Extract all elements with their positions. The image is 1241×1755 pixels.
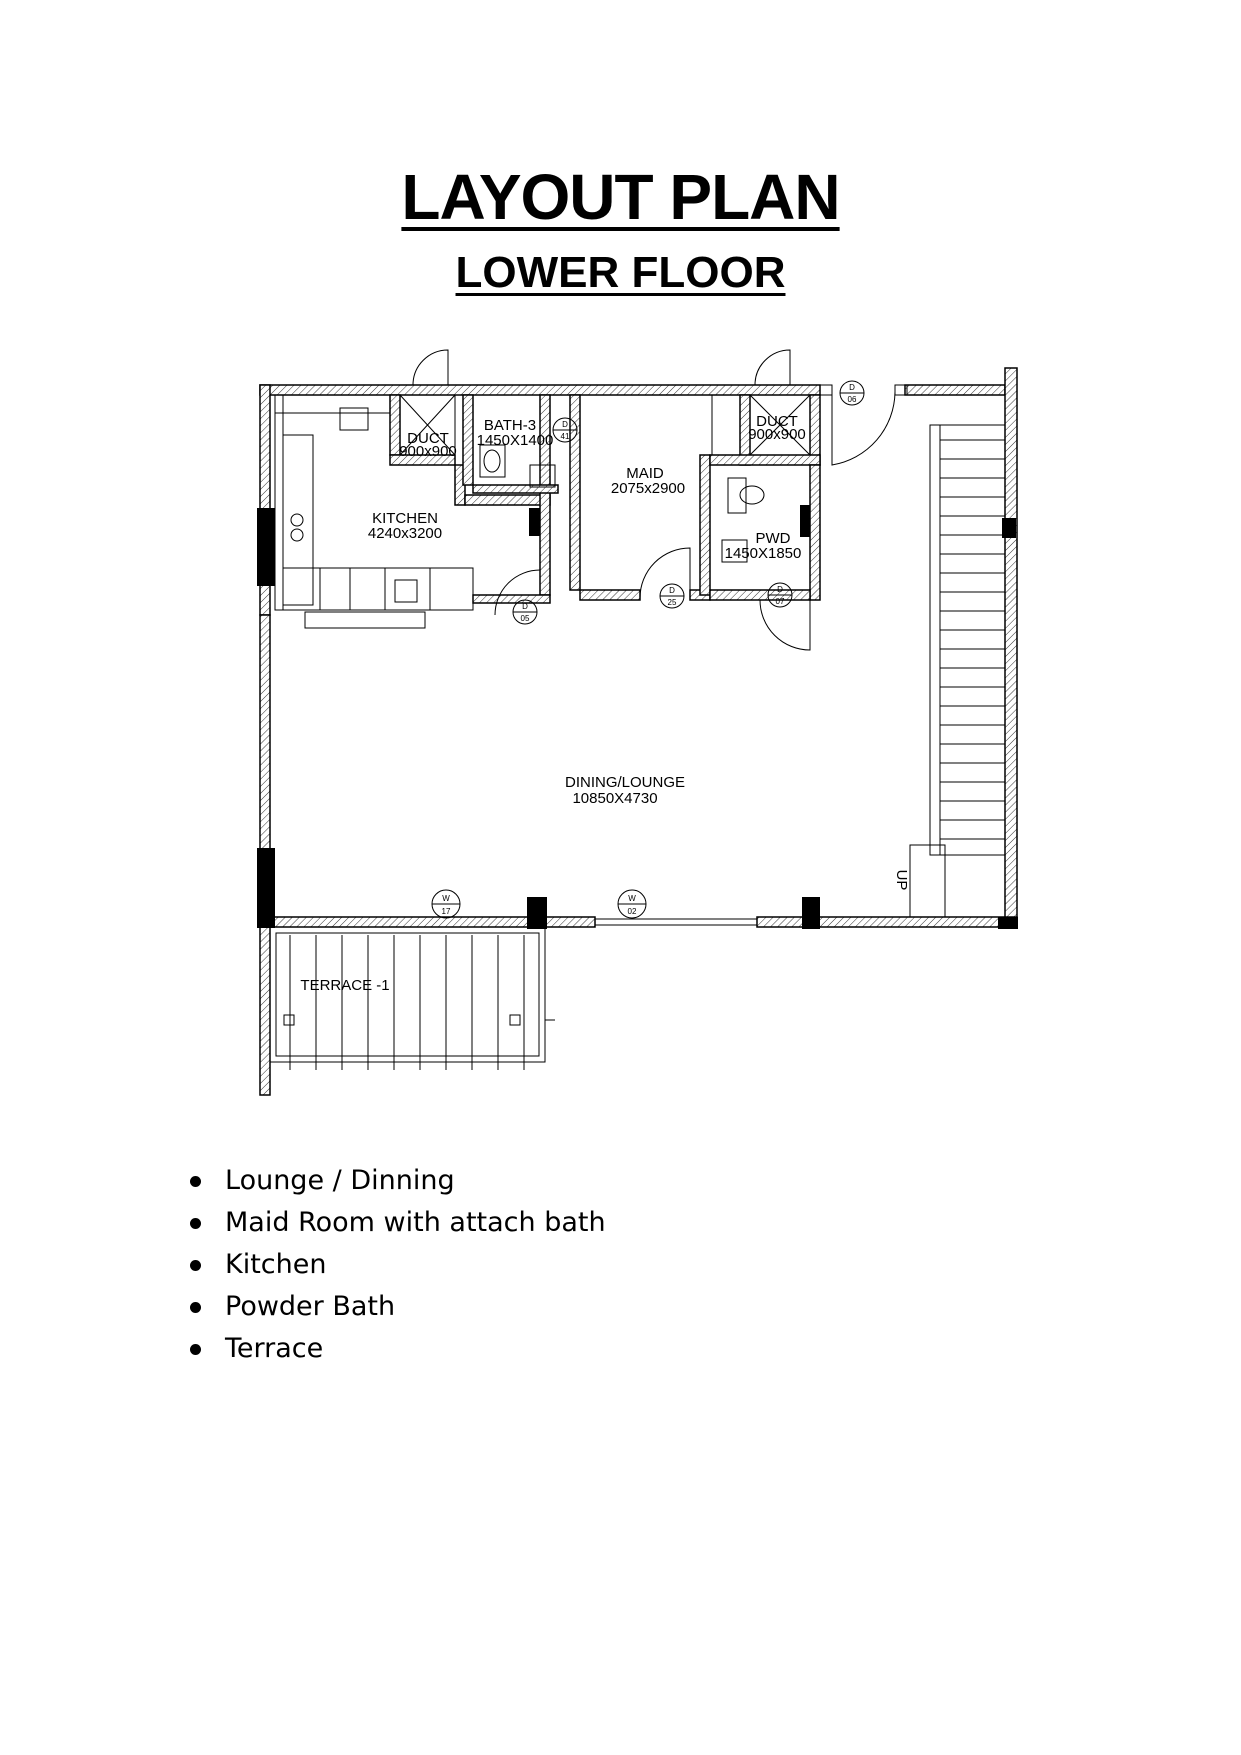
staircase — [893, 425, 1005, 917]
tag-d07 — [768, 583, 792, 607]
tag-d06 — [840, 381, 864, 405]
svg-text:D: D — [562, 420, 568, 429]
bullet-icon — [190, 1218, 201, 1229]
powder-room — [710, 465, 820, 650]
svg-text:02: 02 — [627, 907, 637, 916]
duct-1 — [399, 350, 457, 460]
kitchen-size: 4240x3200 — [367, 525, 443, 542]
tag-w17 — [432, 890, 460, 918]
bullet-icon — [190, 1260, 201, 1271]
duct-1-size: 900x900 — [399, 443, 457, 460]
feature-text: Powder Bath — [225, 1291, 396, 1322]
columns — [257, 505, 1018, 929]
maid-size: 2075x2900 — [610, 480, 686, 497]
duct-2-label: DUCT — [756, 413, 798, 430]
terrace-label: TERRACE -1 — [300, 977, 390, 994]
bath-3-size: 1450X1400 — [476, 432, 554, 449]
svg-text:D: D — [522, 602, 528, 611]
svg-text:06: 06 — [847, 395, 857, 404]
svg-text:W: W — [628, 894, 636, 903]
svg-text:D: D — [849, 383, 855, 392]
tag-d41 — [553, 418, 577, 442]
svg-text:41: 41 — [560, 432, 570, 441]
terrace — [270, 927, 555, 1070]
feature-text: Terrace — [225, 1333, 324, 1364]
feature-text: Kitchen — [225, 1249, 327, 1280]
duct-1-label: DUCT — [407, 430, 449, 447]
tag-d25 — [660, 584, 684, 608]
page-title-text: LAYOUT PLAN — [401, 161, 840, 233]
pwd-size: 1450X1850 — [724, 545, 802, 562]
duct-2 — [710, 350, 820, 465]
bottom-wall-left — [270, 917, 530, 927]
top-wall-right — [905, 385, 1005, 395]
maid-room — [570, 395, 712, 600]
bath-3-label: BATH-3 — [483, 417, 537, 434]
bullet-icon — [190, 1302, 201, 1313]
feature-item — [185, 1286, 606, 1328]
duct-2-size: 900x900 — [748, 426, 806, 443]
svg-text:D: D — [777, 585, 783, 594]
page-subtitle-text: LOWER FLOOR — [455, 248, 786, 297]
feature-item — [185, 1160, 606, 1202]
kitchen-label: KITCHEN — [372, 510, 438, 527]
svg-text:07: 07 — [775, 597, 785, 606]
feature-item — [185, 1202, 606, 1244]
stair-steps — [940, 440, 1005, 839]
bullet-icon — [190, 1344, 201, 1355]
top-wall — [260, 385, 820, 395]
svg-text:D: D — [669, 586, 675, 595]
right-wall — [1005, 368, 1017, 928]
tag-d05 — [513, 600, 537, 624]
feature-item — [185, 1244, 606, 1286]
dining-label: DINING/LOUNGE — [564, 774, 686, 791]
bullet-icon — [190, 1176, 201, 1187]
maid-label: MAID — [626, 465, 664, 482]
tag-w02 — [618, 890, 646, 918]
feature-list — [185, 1160, 606, 1370]
feature-text: Lounge / Dinning — [225, 1165, 455, 1196]
svg-text:25: 25 — [667, 598, 677, 607]
bottom-wall-right — [757, 917, 1017, 927]
svg-text:05: 05 — [520, 614, 530, 623]
svg-text:W: W — [442, 894, 450, 903]
pwd-label: PWD — [755, 530, 791, 547]
stair-up-label: UP — [893, 869, 910, 891]
feature-text: Maid Room with attach bath — [225, 1207, 606, 1238]
dining-size: 10850X4730 — [572, 790, 658, 807]
feature-item — [185, 1328, 606, 1370]
terrace-pergola — [290, 935, 524, 1070]
svg-text:17: 17 — [441, 907, 451, 916]
